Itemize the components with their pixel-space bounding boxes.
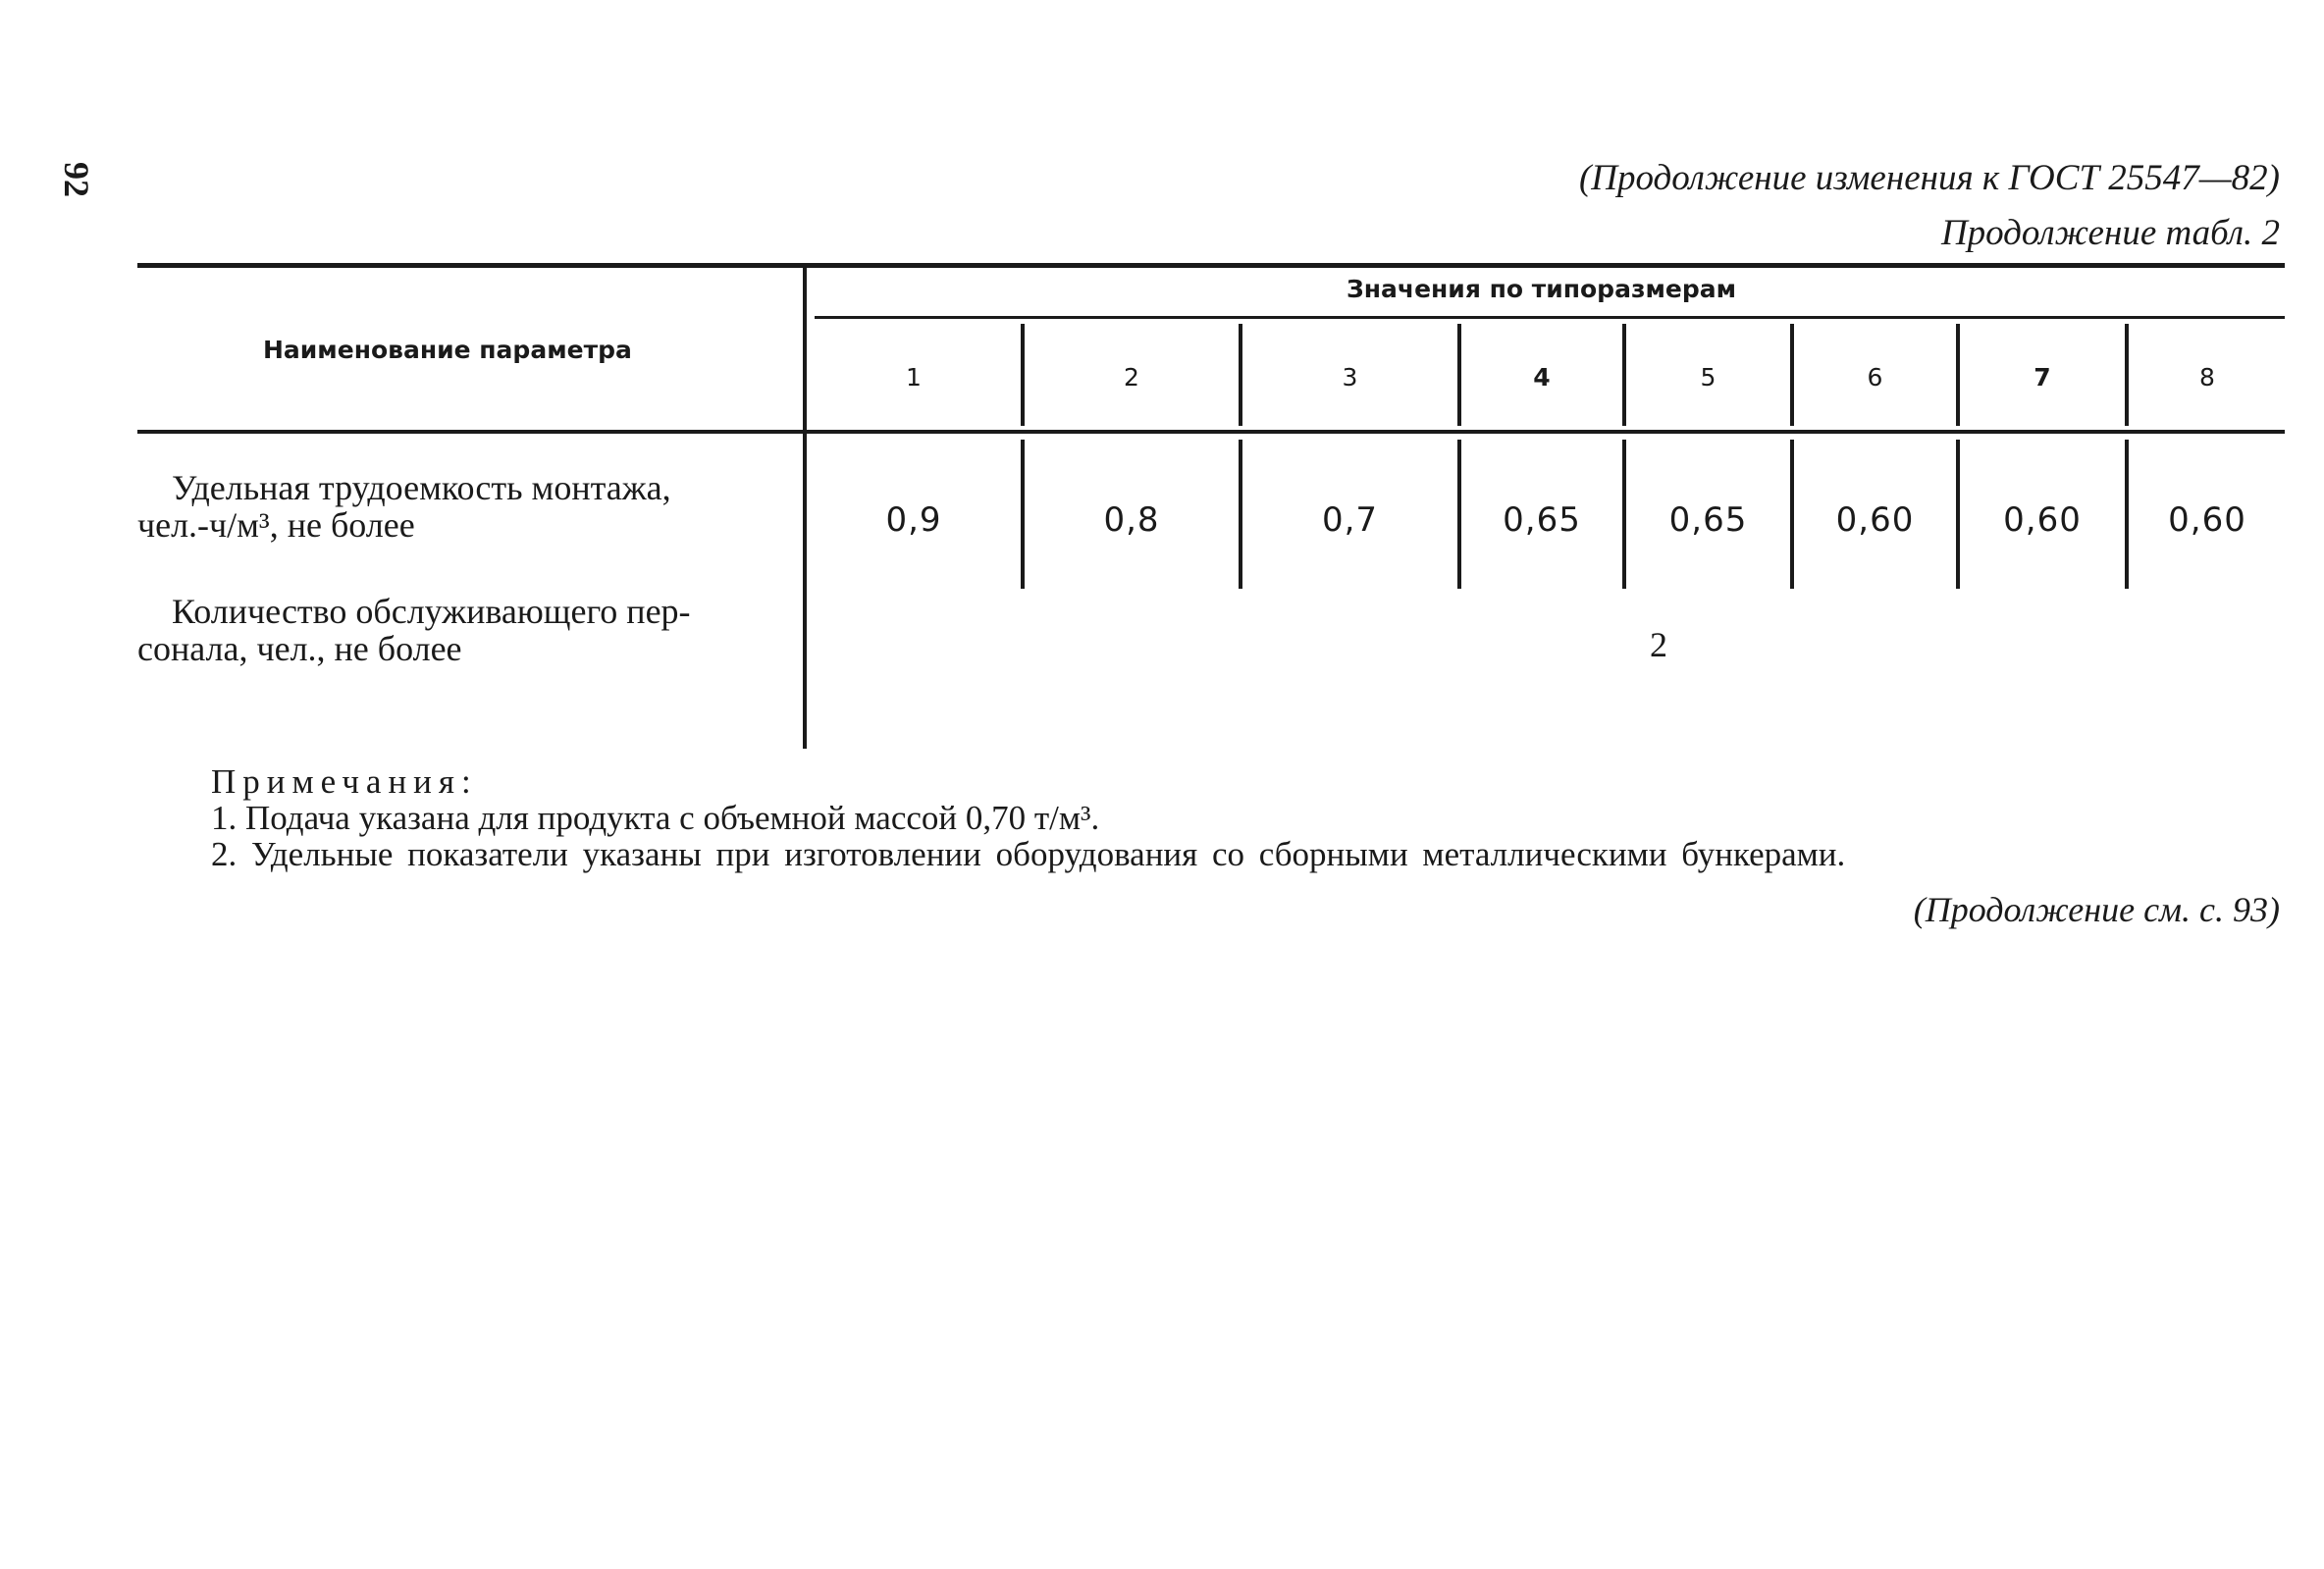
column-header: 4 (1533, 363, 1551, 392)
table-row-name (137, 593, 766, 667)
table-row-name (137, 469, 766, 544)
table-cell: 0,8 (1103, 500, 1160, 540)
param-column-header: Наименование параметра (263, 336, 632, 364)
column-header: 5 (1700, 363, 1717, 392)
column-header: 2 (1124, 363, 1139, 392)
table-cell: 0,65 (1668, 500, 1748, 540)
values-subheader-rule (815, 316, 2285, 319)
notes-title: Примечания: (211, 762, 478, 801)
page-number: 92 (57, 162, 96, 197)
note-item: 1. Подача указана для продукта с объемной массой 0,70 т/м³. (211, 799, 1100, 837)
column-header: 6 (1867, 363, 1883, 392)
column-header: 8 (2199, 363, 2215, 392)
column-header: 1 (906, 363, 922, 392)
table-cell: 0,60 (1835, 500, 1915, 540)
table-top-rule (137, 263, 2285, 268)
table-continuation-label: Продолжение табл. 2 (1940, 213, 2280, 253)
footer-continuation: (Продолжение см. с. 93) (1913, 890, 2280, 929)
row-name-line: сонала, чел., не более (137, 629, 462, 668)
continuation-header: (Продолжение изменения к ГОСТ 25547—82) (1578, 158, 2280, 198)
row-name-line: Количество обслуживающего пер- (172, 592, 691, 631)
notes-block (211, 763, 1845, 872)
header-bottom-rule (137, 430, 2285, 434)
column-header: 7 (2034, 363, 2051, 392)
table-cell-merged: 2 (1650, 625, 1667, 664)
table-cell: 0,65 (1503, 500, 1581, 540)
table-cell: 0,7 (1321, 500, 1379, 540)
row-name-line: чел.-ч/м³, не более (137, 505, 415, 545)
table-cell: 0,60 (2168, 500, 2246, 540)
column-header: 3 (1342, 363, 1358, 392)
row-name-line: Удельная трудоемкость монтажа, (172, 468, 671, 507)
values-column-header: Значения по типоразмерам (1347, 275, 1737, 303)
table-cell: 0,60 (2003, 500, 2082, 540)
note-item: 2. Удельные показатели указаны при изготовлении оборудования со сборными металлическими бункерами. (211, 835, 1846, 873)
table-cell: 0,9 (885, 500, 942, 540)
